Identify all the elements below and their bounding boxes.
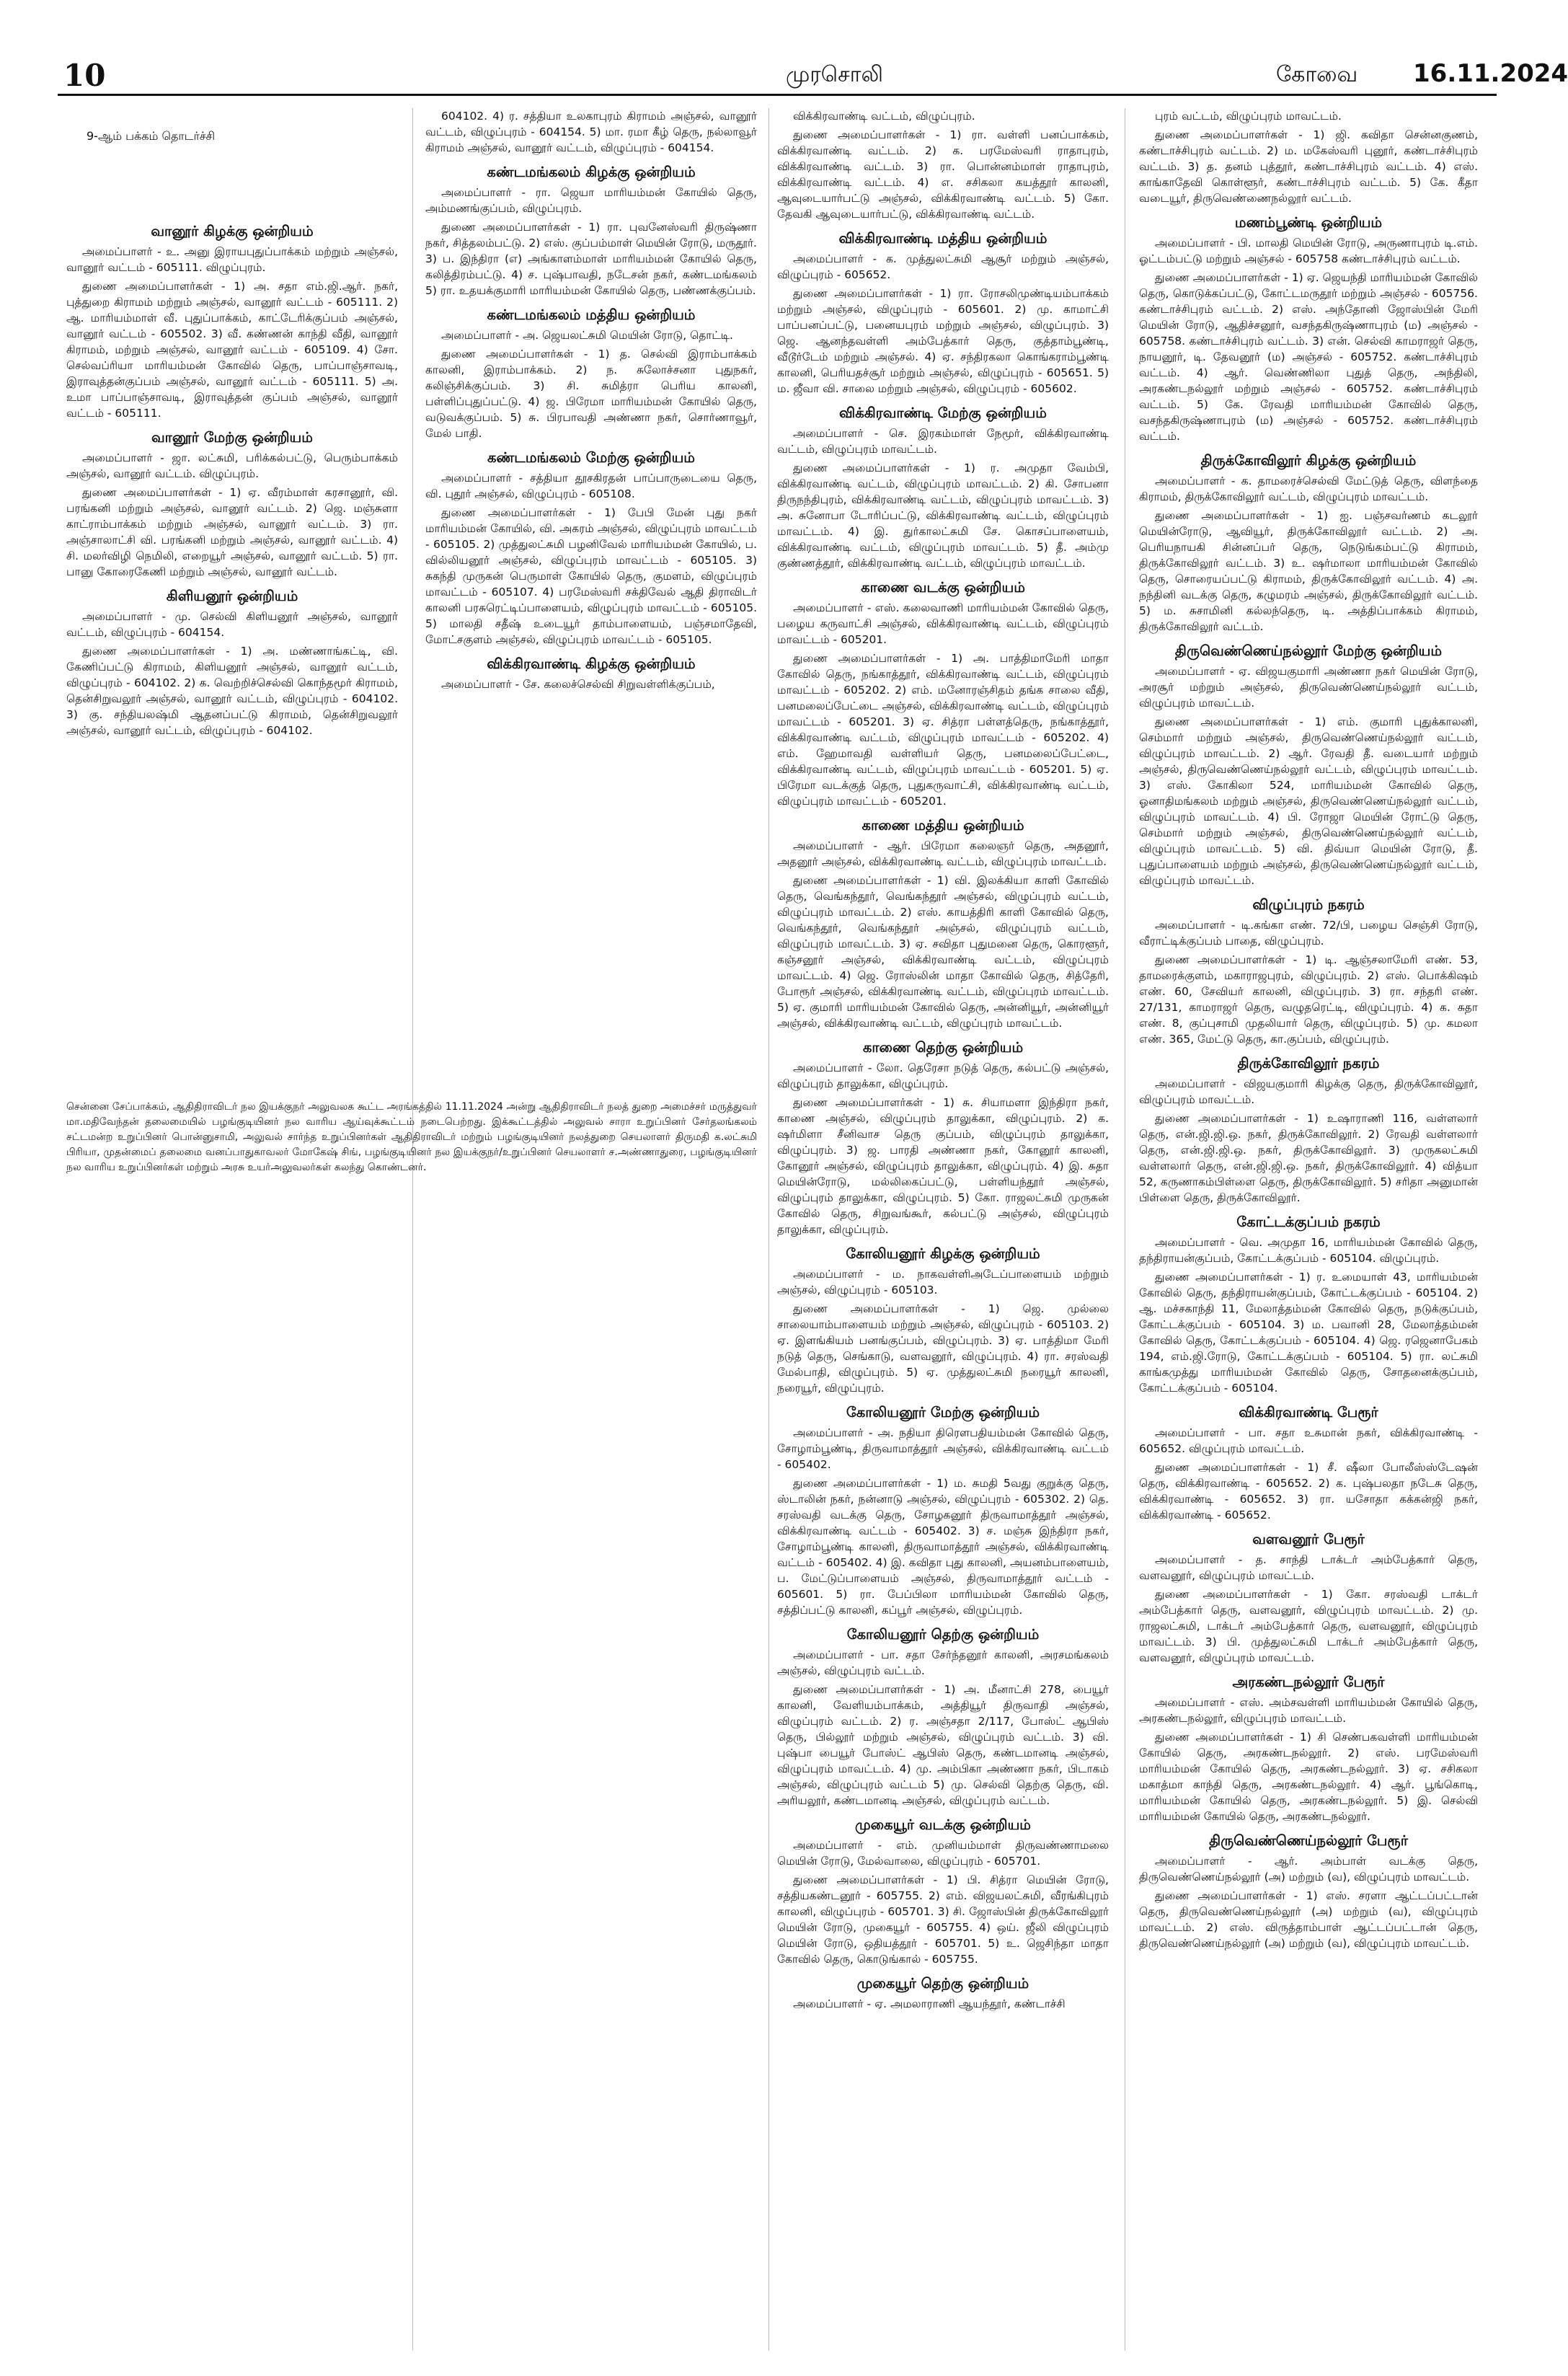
body-paragraph: அமைப்பாளர் - பா. சதா உசுமான் நகர், விக்கிரவாண்டி - 605652. விழுப்புரம் மாவட்டம். [1139, 1426, 1478, 1455]
section-heading: காணை மத்திய ஒன்றியம் [861, 817, 1024, 834]
section-heading: விக்கிரவாண்டி பேரூர் [1239, 1404, 1378, 1421]
photo-caption: சென்னை சேப்பாக்கம், ஆதிதிராவிடர் நல இயக்குநர் அலுவலக கூட்ட அரங்கத்தில் 11.11.2024 அன்று ஆதிதிராவிடர் நலத் துறை அமைச்சர் மருத்துவர் மா.மதிவேந்தன் தலைமையில் பழங்குடியினர் நல வாரிய ஆய்வுக்கூட்டம் நடைபெற்றது. இக்கூட்டத்தில் அலுவல் சாரா உறுப்பினர் சேர்தலங்கலம் சட்டமன்ற உறுப்பினர் பொன்னுசாமி, அலுவல் சார்ந்த உறுப்பினர்கள் ஆதிதிராவிடர் மற்றும் பழங்குடியினர் நலத்துறை செயலாளர் திருமதி க.லட்சுமி பிரியா, முதன்மைப் தலைமை வனப்பாதுகாவலர் மோகேஷ் சிங், பழங்குடியினர் நல இயக்குநர்/உறுப்பினர் செயலாளர் ச.அண்ணாதுரை, பழங்குடியினர் நல வாரிய உறுப்பினர்கள் மற்றும் அரசு உயர்அலுவலர்கள் கலந்து கொண்டனர். [66, 1101, 757, 1173]
section-heading: காணை தெற்கு ஒன்றியம் [862, 1039, 1024, 1056]
body-paragraph: அமைப்பாளர் - எம். முனியம்மாள் திருவண்ணாமலை மெயின் ரோடு, மேல்வாலை, விழுப்புரம் - 605701. [777, 1839, 1109, 1868]
section-heading: வானூர் மேற்கு ஒன்றியம் [151, 429, 313, 446]
body-paragraph: துணை அமைப்பாளர்கள் - 1) அ. மீனாட்சி 278, பையூர் காலனி, வேளியம்பாக்கம், அத்தியூர் திருவாதி அஞ்சல், விழுப்புரம் வட்டம். 2) ர. அஞ்சதா 2/117, போஸ்ட் ஆபிஸ் தெரு, பில்லூர் மற்றும் அஞ்சல், விழுப்புரம் வட்டம். 3) வி. புஷ்பா பையூர் போஸ்ட் ஆபிஸ் தெரு, கண்டமானடி அஞ்சல், விழுப்புரம் மாவட்டம். 4) மு. அம்பிகா அண்ணா நகர், பிடாகம் அஞ்சல், விழுப்புரம் வட்டம் 5) மு. செல்வி தெற்கு தெரு, வி. அரியலூர், கண்டமானடி அஞ்சல், விழுப்புரம் வட்டம். [777, 1683, 1109, 1807]
body-paragraph: துணை அமைப்பாளர்கள் - 1) பி. சித்ரா மெயின் ரோடு, சத்தியகண்டனூர் - 605755. 2) எம். விஜயலட்சுமி, வீரங்கிபுரம் காலனி, விழுப்புரம் - 605701. 3) சி. ஜோஸ்பின் திருக்கோவிலூர் மெயின் ரோடு, முகையூர் - 605755. 4) ஒய். ஜீலி விழுப்புரம் மெயின் ரோடு, ஒதியத்தூர் - 605701. 5) உ. ஜெசிந்தா மாதா கோவில் தெரு, கொடுங்கால் - 605755. [777, 1873, 1109, 1966]
section-heading: மணம்பூண்டி ஒன்றியம் [1234, 214, 1383, 231]
body-paragraph: அமைப்பாளர் - எஸ். அம்சவள்ளி மாரியம்மன் கோயில் தெரு, அரகண்டநல்லூர், விழுப்புரம் மாவட்டம். [1139, 1696, 1478, 1725]
body-paragraph: அமைப்பாளர் - ஏ. அமலாராணி ஆயந்தூர், கண்டாச்சி [793, 1997, 1066, 2010]
body-paragraph: அமைப்பாளர் - விஜயகுமாரி கிழக்கு தெரு, திருக்கோவிலூர், விழுப்புரம் மாவட்டம். [1139, 1077, 1478, 1106]
body-paragraph: அமைப்பாளர் - ஆர். பிரேமா கலைஞர் தெரு, அதனூர், அதனூர் அஞ்சல், விக்கிரவாண்டி வட்டம், விழுப்புரம் மாவட்டம். [777, 839, 1109, 868]
body-paragraph: துணை அமைப்பாளர்கள் - 1) ஜி. கவிதா சென்னகுணம், கண்டாச்சிபுரம் வட்டம். 2) ம. மகேஸ்வரி புனூர், கண்டாச்சிபுரம் வட்டம். 3) த. தனம் புத்தூர், கண்டாச்சிபுரம் வட்டம். 4) எஸ். காங்காதேவி கொள்ளூர், கண்டாச்சிபுரம் வட்டம். 5) கே. கீதா வடையூர், திருவெண்ணைநல்லூர் வட்டம். [1139, 128, 1478, 205]
section-heading: திருக்கோவிலூர் கிழக்கு ஒன்றியம் [1200, 452, 1417, 469]
section-heading: கண்டமங்கலம் கிழக்கு ஒன்றியம் [487, 164, 696, 180]
body-paragraph: அமைப்பாளர் - டி.கங்கா எண். 72/பி, பழைய செஞ்சி ரோடு, வீராட்டிக்குப்பம் பாதை, விழுப்புரம். [1139, 919, 1478, 948]
body-paragraph: அமைப்பாளர் - பி. மாலதி மெயின் ரோடு, அருணாபுரம் டி.எம். ஓட்டம்பட்டு மற்றும் அஞ்சல் - 605758 கண்டாச்சிபுரம் வட்டம். [1139, 237, 1478, 265]
column-4 [1139, 108, 1478, 1954]
section-heading: வளவனூர் பேரூர் [1252, 1531, 1365, 1547]
body-paragraph: துணை அமைப்பாளர்கள் - 1) எம். குமாரி புதுக்காலனி, செம்மார் மற்றும் அஞ்சல், திருவெண்ணெய்நல்லூர் வட்டம், விழுப்புரம் மாவட்டம். 2) ஆர். ரேவதி தீ. வடையார் மற்றும் அஞ்சல், திருவெண்ணெய்நல்லூர் வட்டம், விழுப்புரம் மாவட்டம். 3) எஸ். கோகிலா 524, மாரியம்மன் கோவில் தெரு, ஓனாதிமங்கலம் மற்றும் அஞ்சல், திருவெண்ணெய்நல்லூர் வட்டம், விழுப்புரம் மாவட்டம். 4) பி. ரோஜா மெயின் ரோட்டு தெரு, செம்மார் மற்றும் அஞ்சல், திருவெண்ணெய்நல்லூர் வட்டம், விழுப்புரம் மாவட்டம். 5) வி. திவ்யா மெயின் ரோடு, தீ. புதுப்பாளையம் மற்றும் அஞ்சல், திருவெண்ணெய்நல்லூர் வட்டம், விழுப்புரம் மாவட்டம். [1139, 715, 1478, 887]
body-paragraph: துணை அமைப்பாளர்கள் - 1) ர. அமுதா வேம்பி, விக்கிரவாண்டி வட்டம், விழுப்புரம் மாவட்டம். 2) கி. சோபனா திருநந்திபுரம், விக்கிரவாண்டி வட்டம், விழுப்புரம் மாவட்டம். 3) அ. சுனோபா டோரிப்பட்டு, விக்கிரவாண்டி வட்டம், விழுப்புரம் மாவட்டம். 4) இ. துர்காலட்சுமி சே. கொசப்பாளையம், விக்கிரவாண்டி வட்டம், விழுப்புரம் மாவட்டம். 5) தீ. அம்மு குண்ணத்தூர், விக்கிரவாண்டி வட்டம், விழுப்புரம் மாவட்டம். [777, 461, 1109, 570]
section-heading: திருவெண்ணெய்நல்லூர் மேற்கு ஒன்றியம் [1174, 642, 1443, 659]
body-paragraph: அமைப்பாளர் - சத்தியா தூசகிரதன் பாப்பாருடையை தெரு, வி. புதூர் அஞ்சல், விழுப்புரம் - 605108. [425, 472, 757, 500]
body-paragraph: அமைப்பாளர் - ஏ. விஜயகுமாரி அண்ணா நகர் மெயின் ரோடு, அரசூர் மற்றும் அஞ்சல், திருவெண்ணெய்நல்லூர் வட்டம், விழுப்புரம் மாவட்டம். [1139, 665, 1478, 710]
issue-date: 16.11.2024 [1413, 59, 1568, 88]
section-heading: கோலியனூர் தெற்கு ஒன்றியம் [846, 1626, 1040, 1643]
body-paragraph: துணை அமைப்பாளர்கள் - 1) ர. உமையாள் 43, மாரியம்மன் கோவில் தெரு, தந்திராயன்குப்பம், கோட்டக்குப்பம் - 605104. 2) ஆ. மச்சகாந்தி 11, மேலாத்தம்மன் கோவில் தெரு, நடுக்குப்பம், கோட்டக்குப்பம் - 605104. 3) ம. பவானி 28, மேலாத்தம்மன் கோவில் தெரு, கோட்டக்குப்பம் - 605104. 4) ஜெ. ரஜெனாபேகம் 194, எம்.ஜி.ரோடு, கோட்டக்குப்பம் - 605104. 5) ரா. லட்சுமி காங்கமுத்து மாரியம்மன் கோவில் தெரு, சோதனைக்குப்பம், கோட்டக்குப்பம் - 605104. [1139, 1271, 1478, 1395]
page-header [58, 58, 1568, 95]
body-paragraph: துணை அமைப்பாளர்கள் - 1) ரா. வள்ளி பனப்பாக்கம், விக்கிரவாண்டி வட்டம். 2) க. பரமேஸ்வரி ராதாபுரம், விக்கிரவாண்டி வட்டம். 3) ரா. பொன்னம்மாள் ராதாபுரம், விக்கிரவாண்டி வட்டம். 4) எ. சசிகலா கயத்தூர் காலனி, ஆவுடையார்பட்டு அஞ்சல், விக்கிரவாண்டி வட்டம். 5) கோ. தேவகி ஆவுடையார்பட்டு, விக்கிரவாண்டி வட்டம். [777, 128, 1109, 221]
body-paragraph: துணை அமைப்பாளர்கள் - 1) பேபி மேன் புது நகர் மாரியம்மன் கோயில், வி. அகரம் அஞ்சல், விழுப்புரம் மாவட்டம் - 605105. 2) முத்துலட்சுமி பழனிவேல் மாரியம்மன் கோயில், ப. வில்லியனூர் அஞ்சல், விழுப்புரம் மாவட்டம் - 605105. 3) சுகந்தி முருகன் பெருமாள் கோயில் தெரு, குமளம், விழுப்புரம் மாவட்டம் - 605107. 4) பரமேஸ்வரி சக்திவேல் ஆதி திராவிடர் காலனி பரசுரெட்டிப்பாளையம், விழுப்புரம் மாவட்டம் - 605105. 5) மாலதி சதீஷ் உடையூர் தாம்பாளையம், பஞ்சமாதேவி, மோட்சகுளம் அஞ்சல், விழுப்புரம் மாவட்டம் - 605105. [425, 506, 757, 646]
body-paragraph: துணை அமைப்பாளர்கள் - 1) சீ. ஷீலா போலீஸ்ஸ்டேஷன் தெரு, விக்கிரவாண்டி - 605652. 2) க. புஷ்பலதா நடேசு தெரு, விக்கிரவாண்டி - 605652. 3) ரா. யசோதா கக்கன்ஜி நகர், விக்கிரவாண்டி - 605652. [1139, 1461, 1478, 1522]
section-heading: முகையூர் வடக்கு ஒன்றியம் [855, 1816, 1031, 1833]
column-3 [777, 108, 1109, 2015]
body-paragraph: துணை அமைப்பாளர்கள் - 1) ஐ. பஞ்சவர்ணம் கடலூர் மெயின்ரோடு, ஆவியூர், திருக்கோவிலூர் வட்டம். 2) அ. பெரியநாயகி சின்னப்பர் தெரு, நெடுங்கம்பட்டு கிராமம், திருக்கோவிலூர் வட்டம். 3) உ. ஷர்மாலா மாரியம்மன் கோவில் தெரு, சொரையப்பட்டு கிராமம், திருக்கோவிலூர் வட்டம். 4) அ. நந்தினி வடக்கு தெரு, கழுமரம் அஞ்சல், திருக்கோவிலூர் வட்டம். 5) ம. சுசாமினி கல்லந்தெரு, டி. அத்திப்பாக்கம் கிராமம், திருக்கோவிலூர் வட்டம். [1139, 509, 1478, 633]
body-paragraph: அமைப்பாளர் - லோ. தெரேசா நடுத் தெரு, கல்பட்டு அஞ்சல், விழுப்புரம் தாலுக்கா, விழுப்புரம். [777, 1061, 1109, 1090]
body-paragraph: அமைப்பாளர் - பா. சதா சேர்ந்தனூர் காலனி, அரசமங்கலம் அஞ்சல், விழுப்புரம் வட்டம். [777, 1648, 1109, 1677]
section-heading: முகையூர் தெற்கு ஒன்றியம் [856, 1975, 1029, 1992]
body-paragraph: அமைப்பாளர் - செ. இரகம்மாள் நேமூர், விக்கிரவாண்டி வட்டம், விழுப்புரம் மாவட்டம். [777, 427, 1109, 456]
body-paragraph: அமைப்பாளர் - மு. செல்வி கிளியனூர் அஞ்சல், வானூர் வட்டம், விழுப்புரம் - 604154. [66, 610, 398, 639]
section-heading: திருவெண்ணெய்நல்லூர் பேரூர் [1209, 1832, 1408, 1849]
section-heading: கிளியனூர் ஒன்றியம் [166, 588, 298, 604]
column-2 [425, 108, 757, 695]
body-paragraph: அமைப்பாளர் - ஆர். அம்பாள் வடக்கு தெரு, திருவெண்ணெய்நல்லூர் (அ) மற்றும் (வ), விழுப்புரம் மாவட்டம். [1139, 1855, 1478, 1883]
column-divider [412, 108, 413, 2351]
body-paragraph: அமைப்பாளர் - ம. நாகவள்ளிஅடேப்பாளையம் மற்றும் அஞ்சல், விழுப்புரம் - 605103. [777, 1268, 1109, 1297]
body-paragraph: அமைப்பாளர் - ரா. ஜெயா மாரியம்மன் கோயில் தெரு, அம்மணங்குப்பம், விழுப்புரம். [425, 186, 757, 215]
body-paragraph: துணை அமைப்பாளர்கள் - 1) ஜெ. முல்லை சாலையாம்பாளையம் மற்றும் அஞ்சல், விழுப்புரம் - 605103. 2) ஏ. இளங்கியம் பனங்குப்பம், விழுப்புரம். 3) ஏ. பாத்திமா மேரி நடுத் தெரு, செங்காடு, வளவனூர், விழுப்புரம். 4) ரா. சரஸ்வதி மேல்பாதி, விழுப்புரம். 5) ஏ. முத்துலட்சுமி நரையூர் காலனி, நரையூர், விழுப்புரம். [777, 1302, 1109, 1395]
section-heading: கண்டமங்கலம் மேற்கு ஒன்றியம் [487, 449, 695, 466]
section-heading: கோலியனூர் மேற்கு ஒன்றியம் [846, 1404, 1040, 1421]
continuation-note: 9-ஆம் பக்கம் தொடர்ச்சி [87, 129, 216, 143]
section-heading: விக்கிரவாண்டி கிழக்கு ஒன்றியம் [487, 655, 696, 672]
body-paragraph: அமைப்பாளர் - சே. கலைச்செல்வி சிறுவள்ளிக்குப்பம், [441, 678, 715, 691]
section-heading: கோட்டக்குப்பம் நகரம் [1236, 1214, 1381, 1230]
body-paragraph: துணை அமைப்பாளர்கள் - 1) எஸ். சரளா ஆட்டப்பட்டான் தெரு, திருவெண்ணெய்நல்லூர் (அ) மற்றும் (வ), விழுப்புரம் மாவட்டம். 2) எஸ். விருத்தாம்பாள் ஆட்டப்பட்டான் தெரு, திருவெண்ணெய்நல்லூர் (அ) மற்றும் (வ), விழுப்புரம் மாவட்டம். [1139, 1889, 1478, 1950]
section-heading: விக்கிரவாண்டி மத்திய ஒன்றியம் [838, 230, 1047, 247]
body-paragraph: துணை அமைப்பாளர்கள் - 1) வி. இலக்கியா காளி கோவில் தெரு, வெங்கந்தூர், வெங்கந்தூர் அஞ்சல், விழுப்புரம் வட்டம், விழுப்புரம் மாவட்டம். 2) எஸ். காயத்திரி காளி கோவில் தெரு, வெங்கந்தூர், வெங்கந்தூர் அஞ்சல், விழுப்புரம் வட்டம், விழுப்புரம் மாவட்டம். 3) ஏ. சவிதா புதுமனை தெரு, கொரளூர், கஞ்சனூர் அஞ்சல், விக்கிரவாண்டி வட்டம், விழுப்புரம் மாவட்டம். 4) ஜெ. ரோஸ்லின் மாதா கோவில் தெரு, சித்தேரி, போரூர் அஞ்சல், விக்கிரவாண்டி வட்டம், விழுப்புரம் மாவட்டம். 5) ஏ. குமாரி மாரியம்மன் கோவில் தெரு, அன்னியூர், அன்னியூர் அஞ்சல், விக்கிரவாண்டி வட்டம், விழுப்புரம் மாவட்டம். [777, 874, 1109, 1030]
body-paragraph: அமைப்பாளர் - க. தாமரைச்செல்வி மேட்டுத் தெரு, விளந்தை கிராமம், திருக்கோவிலூர் வட்டம், விழுப்புரம் மாவட்டம். [1139, 474, 1478, 503]
body-paragraph: விக்கிரவாண்டி வட்டம், விழுப்புரம். [793, 110, 975, 123]
body-paragraph: அமைப்பாளர் - ஜா. லட்சுமி, பரிக்கல்பட்டு, பெரும்பாக்கம் அஞ்சல், வானூர் வட்டம். விழுப்புரம். [66, 451, 398, 480]
body-paragraph: துணை அமைப்பாளர்கள் - 1) ஏ. ஜெயந்தி மாரியம்மன் கோவில் தெரு, கொடுக்கப்பட்டு, கோட்டமருதூர் மற்றும் அஞ்சல் - 605756. கண்டாச்சிபுரம் வட்டம். 2) எஸ். அந்தோனி ஜோஸ்பின் மேரி மெயின் ரோடு, ஆதிச்சனூர், வசந்தகிருஷ்ணாபுரம் (ம) அஞ்சல் - 605758. கண்டாச்சிபுரம் வட்டம். 3) என். செல்வி காமராஜர் தெரு, நாயனூர், டி. தேவனூர் (ம) அஞ்சல் - 605752. கண்டாச்சிபுரம் வட்டம். 4) ஆர். வெண்ணிலா புதுத் தெரு, அந்திலி, அரகண்டநல்லூர் மற்றும் அஞ்சல் - 605752. கண்டாச்சிபுரம் வட்டம். 5) கே. ரேவதி மாரியம்மன் கோவில் தெரு, வசந்தகிருஷ்ணாபுரம் (ம) அஞ்சல் - 605752. கண்டாச்சிபுரம் வட்டம். [1139, 271, 1478, 443]
body-paragraph: அமைப்பாளர் - க. முத்துலட்சுமி ஆசூர் மற்றும் அஞ்சல், விழுப்புரம் - 605652. [777, 252, 1109, 281]
page-number: 10 [63, 58, 106, 93]
body-paragraph: அமைப்பாளர் - எஸ். கலைவாணி மாரியம்மன் கோவில் தெரு, பழைய கருவாட்சி அஞ்சல், விக்கிரவாண்டி வட்டம், விழுப்புரம் மாவட்டம் - 605201. [777, 601, 1109, 646]
section-heading: கண்டமங்கலம் மத்திய ஒன்றியம் [487, 306, 696, 323]
section-heading: விழுப்புரம் நகரம் [1252, 896, 1365, 913]
section-heading: கோலியனூர் கிழக்கு ஒன்றியம் [846, 1245, 1040, 1262]
body-paragraph: துணை அமைப்பாளர்கள் - 1) உஷாராணி 116, வள்ளலார் தெரு, என்.ஜி.ஜி.ஒ. நகர், திருக்கோவிலூர். 2) ரேவதி வள்ளலார் தெரு, என்.ஜி.ஜி.ஒ. நகர், திருக்கோவிலூர். 3) முருகலட்சுமி வள்ளலார் தெரு, என்.ஜி.ஜி.ஒ. நகர், திருக்கோவிலூர். 4) வித்யா 52, கருணாகம்பிள்ளை தெரு, திருக்கோவிலூர். 5) சரிதா அனுமான் பிள்ளை தெரு, திருக்கோவிலூர். [1139, 1112, 1478, 1204]
body-paragraph: அமைப்பாளர் - வெ. அமுதா 16, மாரியம்மன் கோவில் தெரு, தந்திராயன்குப்பம், கோட்டக்குப்பம் - 605104. விழுப்புரம். [1139, 1236, 1478, 1265]
body-paragraph: அமைப்பாளர் - த. சாந்தி டாக்டர் அம்பேத்கார் தெரு, வளவனூர், விழுப்புரம் மாவட்டம். [1139, 1553, 1478, 1582]
body-paragraph: துணை அமைப்பாளர்கள் - 1) ஏ. வீரம்மாள் கரசானூர், வி. பரங்கனி மற்றும் அஞ்சல், வானூர் வட்டம். 2) ஜெ. மஞ்சுளா காட்ராம்பாக்கம் மற்றும் அஞ்சல், வானூர் வட்டம். 3) ரா. அஞ்சாலாட்சி வி. பரங்கனி மற்றும் அஞ்சல், வானூர் வட்டம். 4) சி. மலர்விழி நெமிலி, எறையூர் அஞ்சல், வானூர் வட்டம். 5) ரா. பானு கோரைகேணி மற்றும் அஞ்சல், வானூர் வட்டம். [66, 486, 398, 578]
body-paragraph: துணை அமைப்பாளர்கள் - 1) சு. சியாமளா இந்திரா நகர், காணை அஞ்சல், விழுப்புரம் தாலுக்கா, விழுப்புரம். 2) க. ஷர்மிளா சீனிவாச தெரு குப்பம், விழுப்புரம் தாலுக்கா, விழுப்புரம். 3) ஜ. பாரதி அண்ணா நகர், கோனூர் காலனி, கோனூர் அஞ்சல், விழுப்புரம் தாலுக்கா, விழுப்புரம். 4) இ. சுதா மெயின்ரோடு, மல்லிகைப்பட்டு, பள்ளியந்தூர் அஞ்சல், விழுப்புரம் தாலுக்கா, விழுப்புரம். 5) கோ. ராஜலட்சுமி முருகன் கோவில் தெரு, சிறுவங்கூர், கல்பட்டு அஞ்சல், விழுப்புரம் தாலுக்கா, விழுப்புரம். [777, 1096, 1109, 1236]
body-paragraph: துணை அமைப்பாளர்கள் - 1) அ. மண்ணாங்கட்டி, வி. கேணிப்பட்டு கிராமம், கிளியனூர் அஞ்சல், வானூர் வட்டம், விழுப்புரம் - 604102. 2) க. வெற்றிச்செல்வி கொந்தமூர் கிராமம், தென்சிறுவலூர் அஞ்சல், வானூர் வட்டம், விழுப்புரம் - 604102. 3) கு. சந்தியலஷ்மி ஆதனப்பட்டு கிராமம், தென்சிறுவலூர் அஞ்சல், வானூர் வட்டம், விழுப்புரம் - 604102. [66, 645, 398, 737]
body-paragraph: துணை அமைப்பாளர்கள் - 1) சி செண்பகவள்ளி மாரியம்மன் கோயில் தெரு, அரகண்டநல்லூர். 2) எஸ். பரமேஸ்வரி மாரியம்மன் கோயில் தெரு, அரகண்டநல்லூர். 3) ஏ. சசிகலா மகாத்மா காந்தி தெரு, அரகண்டநல்லூர். 4) ஆர். பூங்கொடி, மாரியம்மன் கோயில் தெரு, அரகண்டநல்லூர். 5) இ. செல்வி மாரியம்மன் கோயில் தெரு, அரகண்டநல்லூர். [1139, 1731, 1478, 1823]
section-heading: காணை வடக்கு ஒன்றியம் [861, 579, 1025, 596]
body-paragraph: துணை அமைப்பாளர்கள் - 1) ரா. புவனேஸ்வரி திருஷ்ணா நகர், சித்தலம்பட்டு. 2) எஸ். குப்பம்மாள் மெயின் ரோடு, மருதூர். 3) ப. இந்திரா (எ) அங்காளம்மாள் மாரியம்மன் கோயில் தெரு, கலித்திரம்பட்டு. 4) ச. புஷ்பாவதி, நடேசன் நகர், கண்டமங்கலம் 5) ரா. உதயக்குமாரி மாரியம்மன் கோயில் தெரு, பண்ணக்குப்பம். [425, 221, 757, 297]
body-paragraph: அமைப்பாளர் - உ. அனு இராயபுதுப்பாக்கம் மற்றும் அஞ்சல், வானூர் வட்டம் - 605111. விழுப்புரம். [66, 245, 398, 274]
body-paragraph: துணை அமைப்பாளர்கள் - 1) ரா. ரோசலிமுண்டியம்பாக்கம் மற்றும் அஞ்சல், விழுப்புரம் - 605601. 2) மு. காமாட்சி பாப்பனப்பட்டு, பனையபுரம் மற்றும் அஞ்சல், விழுப்புரம். 3) ஜெ. ஆனந்தவள்ளி அம்பேத்கார் தெரு, குத்தாம்பூண்டி, வீடூர்டேம் மற்றும் அஞ்சல். 4) ஏ. சந்திரகலா கொங்கராம்பூண்டி காலனி, பெரியதச்சூர் மற்றும் அஞ்சல், விழுப்புரம் - 605651. 5) ம. ஜீவா வி. சாலை மற்றும் அஞ்சல், விழுப்புரம் - 605602. [777, 287, 1109, 395]
header-rule [58, 94, 1497, 96]
body-paragraph: துணை அமைப்பாளர்கள் - 1) அ. பாத்திமாமேரி மாதா கோவில் தெரு, நங்காத்தூர், விக்கிரவாண்டி வட்டம், விழுப்புரம் மாவட்டம் - 605202. 2) எம். மனோரஞ்சிதம் தங்க சாலை வீதி, பனமலைப்பேட்டை அஞ்சல், விக்கிரவாண்டி வட்டம், விழுப்புரம் மாவட்டம் - 605201. 3) ஏ. சித்ரா பள்ளத்தெரு, நங்காத்தூர், விக்கிரவாண்டி வட்டம், விழுப்புரம் மாவட்டம் - 605202. 4) எம். ஹேமாவதி வள்ளியர் தெரு, பனமலைப்பேட்டை, விக்கிரவாண்டி வட்டம், விழுப்புரம் மாவட்டம் - 605201. 5) ஏ. பிரேமா வடக்குத் தெரு, புதுகருவாட்சி, விக்கிரவாண்டி வட்டம், விழுப்புரம் மாவட்டம் - 605201. [777, 652, 1109, 808]
body-paragraph: புரம் வட்டம், விழுப்புரம் மாவட்டம். [1155, 110, 1342, 123]
body-paragraph: துணை அமைப்பாளர்கள் - 1) டி. ஆஞ்சலாமேரி எண். 53, தாமரைக்குளம், மகாராஜபுரம், விழுப்புரம். 2) எஸ். பொக்கிஷம் எண். 60, சேவியர் காலனி, விழுப்புரம். 3) ரா. சந்தரி எண். 27/131, காமராஜர் தெரு, வழுதரெட்டி, விழுப்புரம். 4) க. சுதா எண். 8, குப்புசாமி முதலியார் தெரு, விழுப்புரம். 5) மு. கமலா எண். 365, மேட்டு தெரு, கா.குப்பம், விழுப்புரம். [1139, 953, 1478, 1046]
body-paragraph: அமைப்பாளர் - அ. ஜெயலட்சுமி மெயின் ரோடு, தொட்டி. [441, 329, 733, 342]
body-paragraph: அமைப்பாளர் - அ. நதியா திரௌபதியம்மன் கோவில் தெரு, சோழாம்பூண்டி, திருவாமாத்தூர் அஞ்சல், விக்கிரவாண்டி வட்டம் - 605402. [777, 1426, 1109, 1471]
section-heading: வானூர் கிழக்கு ஒன்றியம் [151, 223, 314, 239]
body-paragraph: துணை அமைப்பாளர்கள் - 1) த. செல்வி இராம்பாக்கம் காலனி, இராம்பாக்கம். 2) ந. சுலோச்சனா புதுநகர், கலிஞ்சிக்குப்பம். 3) சி. சுமித்ரா பெரிய காலனி, பள்ளிப்புதுப்பட்டு. 4) ஜ. பிரேமா மாரியம்மன் கோயில் தெரு, வடுவக்குப்பம். 5) சு. பிரபாவதி அண்ணா நகர், சொர்ணாவூர், மேல் பாதி. [425, 348, 757, 440]
column-1 [66, 108, 398, 741]
edition-city: கோவை [1276, 62, 1358, 87]
body-paragraph: துணை அமைப்பாளர்கள் - 1) கோ. சரஸ்வதி டாக்டர் அம்பேத்கார் தெரு, வளவனூர், விழுப்புரம் மாவட்டம். 2) மு. ராஜலட்சுமி, டாக்டர் அம்பேத்கார் தெரு, வளவனூர், விழுப்புரம் மாவட்டம். 3) பி. முத்துலட்சுமி டாக்டர் அம்பேத்கார் தெரு, வளவனூர், விழுப்புரம் மாவட்டம். [1139, 1588, 1478, 1664]
section-heading: திருக்கோவிலூர் நகரம் [1237, 1055, 1380, 1072]
section-heading: விக்கிரவாண்டி மேற்கு ஒன்றியம் [839, 405, 1047, 421]
body-paragraph: துணை அமைப்பாளர்கள் - 1) அ. சதா எம்.ஜி.ஆர். நகர், புத்துறை கிராமம் மற்றும் அஞ்சல், வானூர் வட்டம் - 605111. 2) ஆ. மாரியம்மாள் வீ. புதுப்பாக்கம், காட்டேரிக்குப்பம் அஞ்சல், வானூர் வட்டம் - 605502. 3) வீ. கண்ணன் காந்தி வீதி, வானூர் கிராமம், மற்றும் அஞ்சல், வானூர் வட்டம் - 605109. 4) சோ. செல்வப்ரியா மாரியம்மன் கோவில் தெரு, பாப்பாஞ்சாவடி, இராவுத்தன்குப்பம் அஞ்சல், வானூர் வட்டம் - 605111. 5) அ. உமா பாப்பாஞ்சாவடி, இராவுத்தன் குப்பம் அஞ்சல், வானூர் வட்டம் - 605111. [66, 280, 398, 420]
body-paragraph: துணை அமைப்பாளர்கள் - 1) ம. சுமதி 5வது குறுக்கு தெரு, ஸ்டாலின் நகர், நன்னாடு அஞ்சல், விழுப்புரம் - 605302. 2) தெ. சரஸ்வதி வடக்கு தெரு, சோழகனூர் திருவாமாத்தூர் அஞ்சல், விக்கிரவாண்டி வட்டம் - 605402. 3) ச. மஞ்சு இந்திரா நகர், சோழாம்பூண்டி காலனி, திருவாமாத்தூர் அஞ்சல், விக்கிரவாண்டி வட்டம் - 605402. 4) இ. கவிதா புது காலனி, அயனம்பாளையம், ப. மேட்டுப்பாளையம் அஞ்சல், திருவாமாத்தூர் வட்டம் - 605601. 5) ரா. பேப்பிலா மாரியம்மன் கோவில் தெரு, சத்திப்பட்டு காலனி, கப்பூர் அஞ்சல், விழுப்புரம். [777, 1477, 1109, 1617]
section-heading: அரகண்டநல்லூர் பேரூர் [1232, 1674, 1385, 1690]
newspaper-name: முரசொலி [786, 62, 883, 87]
body-paragraph: 604102. 4) ர. சத்தியா உலகாபுரம் கிராமம் அஞ்சல், வானூர் வட்டம், விழுப்புரம் - 604154. 5) மா. ரமா கீழ் தெரு, நல்லாவூர் கிராமம் அஞ்சல், வானூர் வட்டம், விழுப்புரம் - 604154. [425, 110, 757, 154]
